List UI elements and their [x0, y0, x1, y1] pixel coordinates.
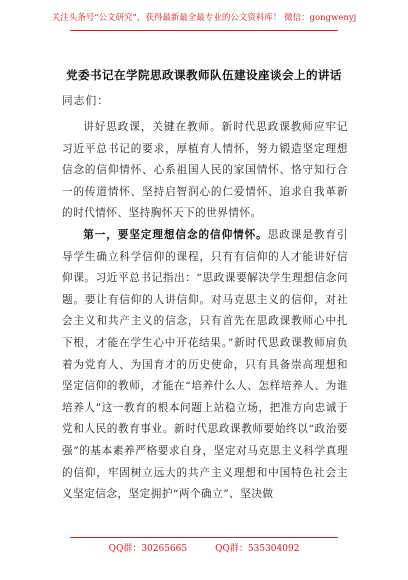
paragraph-lead: 第一，要坚定理想信念的信仰情怀。	[83, 228, 268, 241]
header-notice: 关注头条号“公文研究”，获得最新最全最专业的公文资料库！ 微信：gongwenyj	[51, 13, 357, 23]
header-divider	[70, 30, 338, 31]
footer-divider	[70, 537, 338, 538]
paragraph-text: 思政课是教育引导学生确立科学信仰的课程，只有有信仰的人才能讲好信仰课。习近平总书记指出：“思政课要解决学生理想信念问题。要让有信仰的人讲信仰。对马克思主义的信仰，对社会主义和共产主义的信念，只有首先在思政课教师心中扎下根，才能在学生心中开花结果。”新时代思政课教师肩负着为党育人、为国育才的历史使命，只有具备崇高理想和坚定信仰的教师，才能在“培养什么人、怎样培养人、为谁培养人”这一教育的根本问题上站稳立场，把准方向忠诚于党和人民的教育事业。新时代思政课教师要始终以“政治要强”的基本素养严格要求自身，坚定对马克思主义科学真理的信仰，牢固树立远大的共产主义理想和中国特色社会主义坚定信念，坚定拥护“两个确立”、坚决做	[62, 228, 349, 501]
paragraph-point-one	[62, 225, 348, 506]
qq-group-1: QQ群：30265665	[108, 544, 188, 554]
qq-group-2: QQ群：535304092	[215, 544, 300, 554]
salutation: 同志们：	[62, 95, 110, 107]
document-title: 党委书记在学院思政课教师队伍建设座谈会上的讲话	[66, 68, 342, 82]
document-body	[62, 117, 348, 506]
footer-contact	[0, 541, 408, 554]
paragraph-text: 讲好思政课，关键在教师。新时代思政课教师应牢记习近平总书记的要求，厚植育人情怀，努力锻造坚定理想信念的信仰情怀、心系祖国人民的家国情怀、恪守知行合一的传道情怀、坚持启智润心的仁爱情怀、追求自我革新的时代情怀、坚持胸怀天下的世界情怀。	[62, 121, 348, 220]
paragraph-intro	[62, 117, 348, 225]
